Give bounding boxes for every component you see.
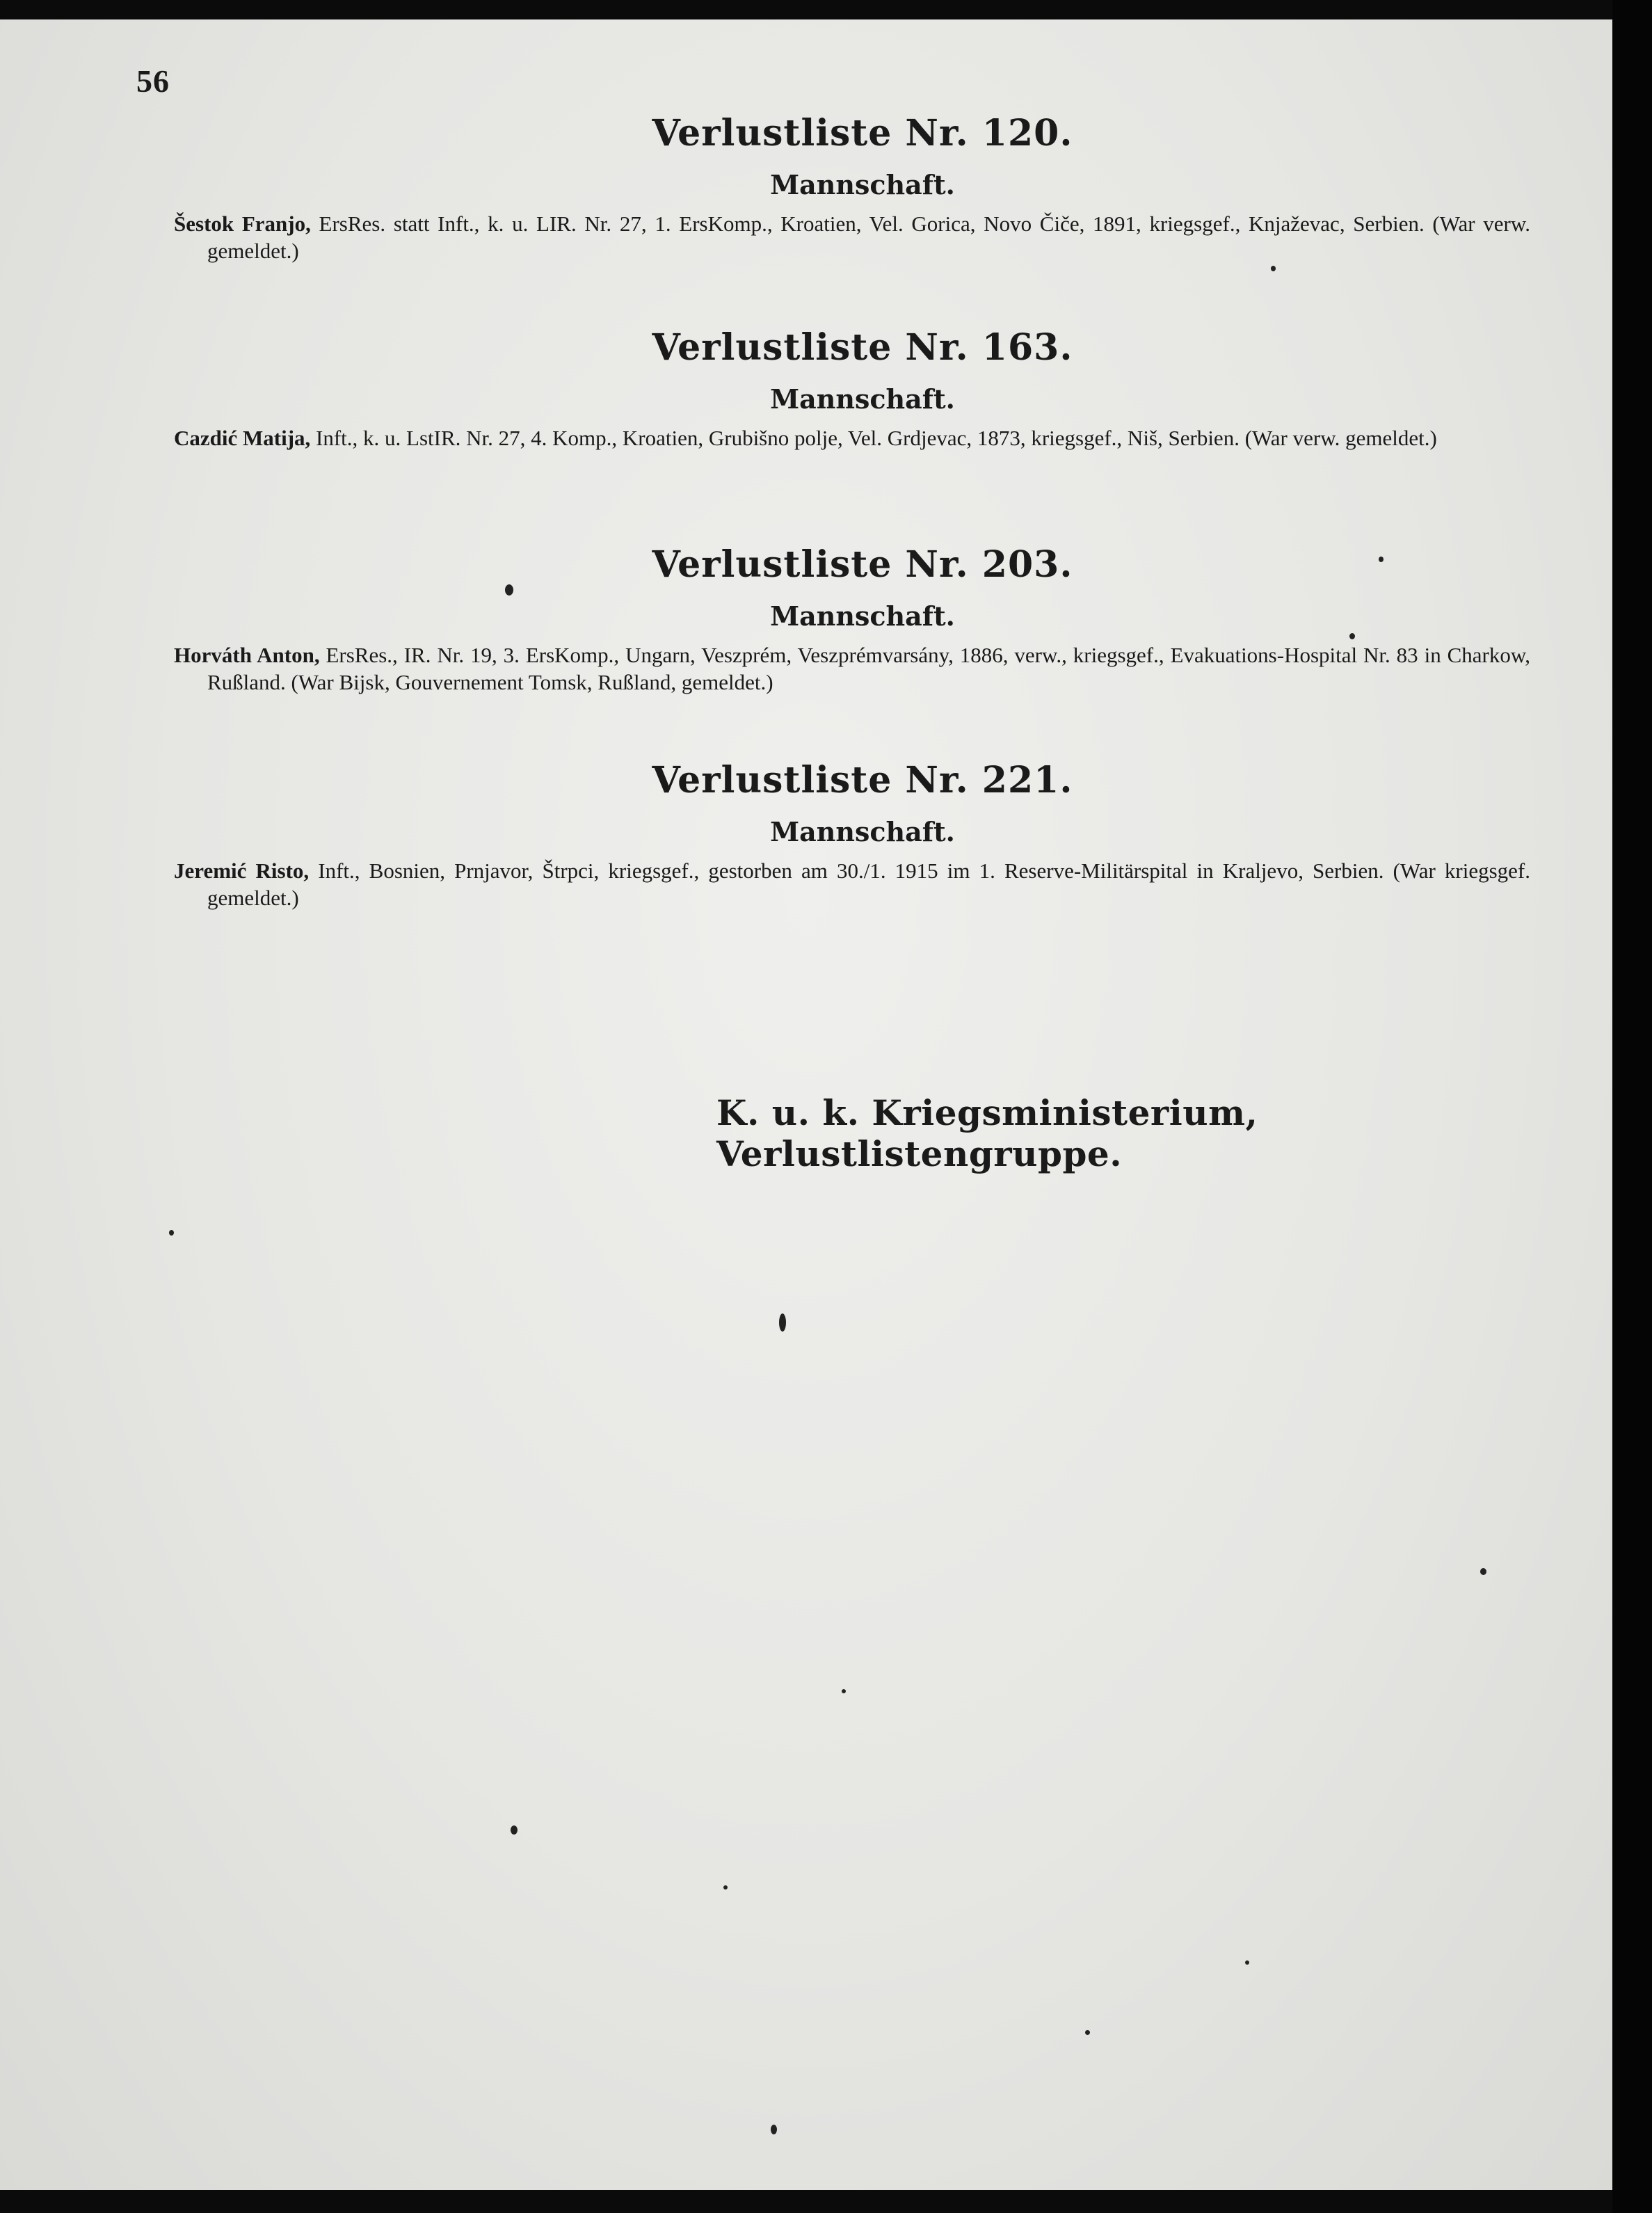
section-title: Verlustliste Nr. 120. xyxy=(652,112,1073,154)
scan-speck xyxy=(1480,1568,1486,1575)
scan-speck xyxy=(1245,1960,1249,1965)
section-verlustliste-203 xyxy=(174,543,1530,696)
scan-border xyxy=(1612,0,1652,2213)
section-verlustliste-221 xyxy=(174,758,1530,911)
scan-speck xyxy=(511,1825,518,1835)
section-verlustliste-120 xyxy=(174,111,1530,264)
casualty-entry xyxy=(174,210,1530,264)
casualty-entry xyxy=(174,641,1530,696)
casualty-entry xyxy=(174,424,1530,452)
scan-speck xyxy=(169,1230,174,1236)
entry-text: Inft., Bosnien, Prnjavor, Štrpci, kriegsgef., gestorben am 30./1. 1915 im 1. Reserve-Militärspital in Kraljevo, Serbien. (War kriegsgef. gemeldet.) xyxy=(207,858,1530,910)
section-subtitle: Mannschaft. xyxy=(770,816,955,847)
scan-speck xyxy=(1271,266,1276,271)
entry-name: Šestok Franjo, xyxy=(174,211,311,236)
entry-name: Cazdić Matija, xyxy=(174,426,311,450)
section-verlustliste-163 xyxy=(174,326,1530,452)
section-subtitle: Mannschaft. xyxy=(770,169,955,200)
scan-speck xyxy=(779,1313,786,1332)
section-title: Verlustliste Nr. 221. xyxy=(652,759,1073,801)
entry-name: Horváth Anton, xyxy=(174,643,320,667)
section-subtitle: Mannschaft. xyxy=(770,383,955,415)
entry-text: Inft., k. u. LstIR. Nr. 27, 4. Komp., Kroatien, Grubišno polje, Vel. Grdjevac, 1873, kriegsgef., Niš, Serbien. (War verw. gemeldet.) xyxy=(310,426,1437,450)
scan-speck xyxy=(1085,2030,1090,2035)
entry-name: Jeremić Risto, xyxy=(174,858,310,883)
scan-speck xyxy=(723,1885,728,1890)
page-number: 56 xyxy=(136,63,170,99)
scan-speck xyxy=(842,1689,846,1693)
entry-text: ErsRes., IR. Nr. 19, 3. ErsKomp., Ungarn, Veszprém, Veszprémvarsány, 1886, verw., kriegsgef., Evakuations-Hospital Nr. 83 in Charkow, Rußland. (War Bijsk, Gouvernement Tomsk, Rußland, gemeldet.) xyxy=(207,643,1530,694)
section-title: Verlustliste Nr. 203. xyxy=(652,543,1073,586)
ministry-signature: K. u. k. Kriegsministerium, Verlustlistengruppe. xyxy=(716,1092,1258,1174)
section-subtitle: Mannschaft. xyxy=(770,600,955,632)
scan-speck xyxy=(771,2125,777,2134)
scan-speck xyxy=(1379,557,1384,562)
section-title: Verlustliste Nr. 163. xyxy=(652,326,1073,369)
entry-text: ErsRes. statt Inft., k. u. LIR. Nr. 27, 1. ErsKomp., Kroatien, Vel. Gorica, Novo Čiče, 1891, kriegsgef., Knjaževac, Serbien. (War verw. gemeldet.) xyxy=(207,211,1531,263)
scan-speck xyxy=(1349,633,1355,639)
scan-speck xyxy=(505,584,513,596)
document-page xyxy=(0,19,1612,2190)
casualty-entry xyxy=(174,857,1530,911)
